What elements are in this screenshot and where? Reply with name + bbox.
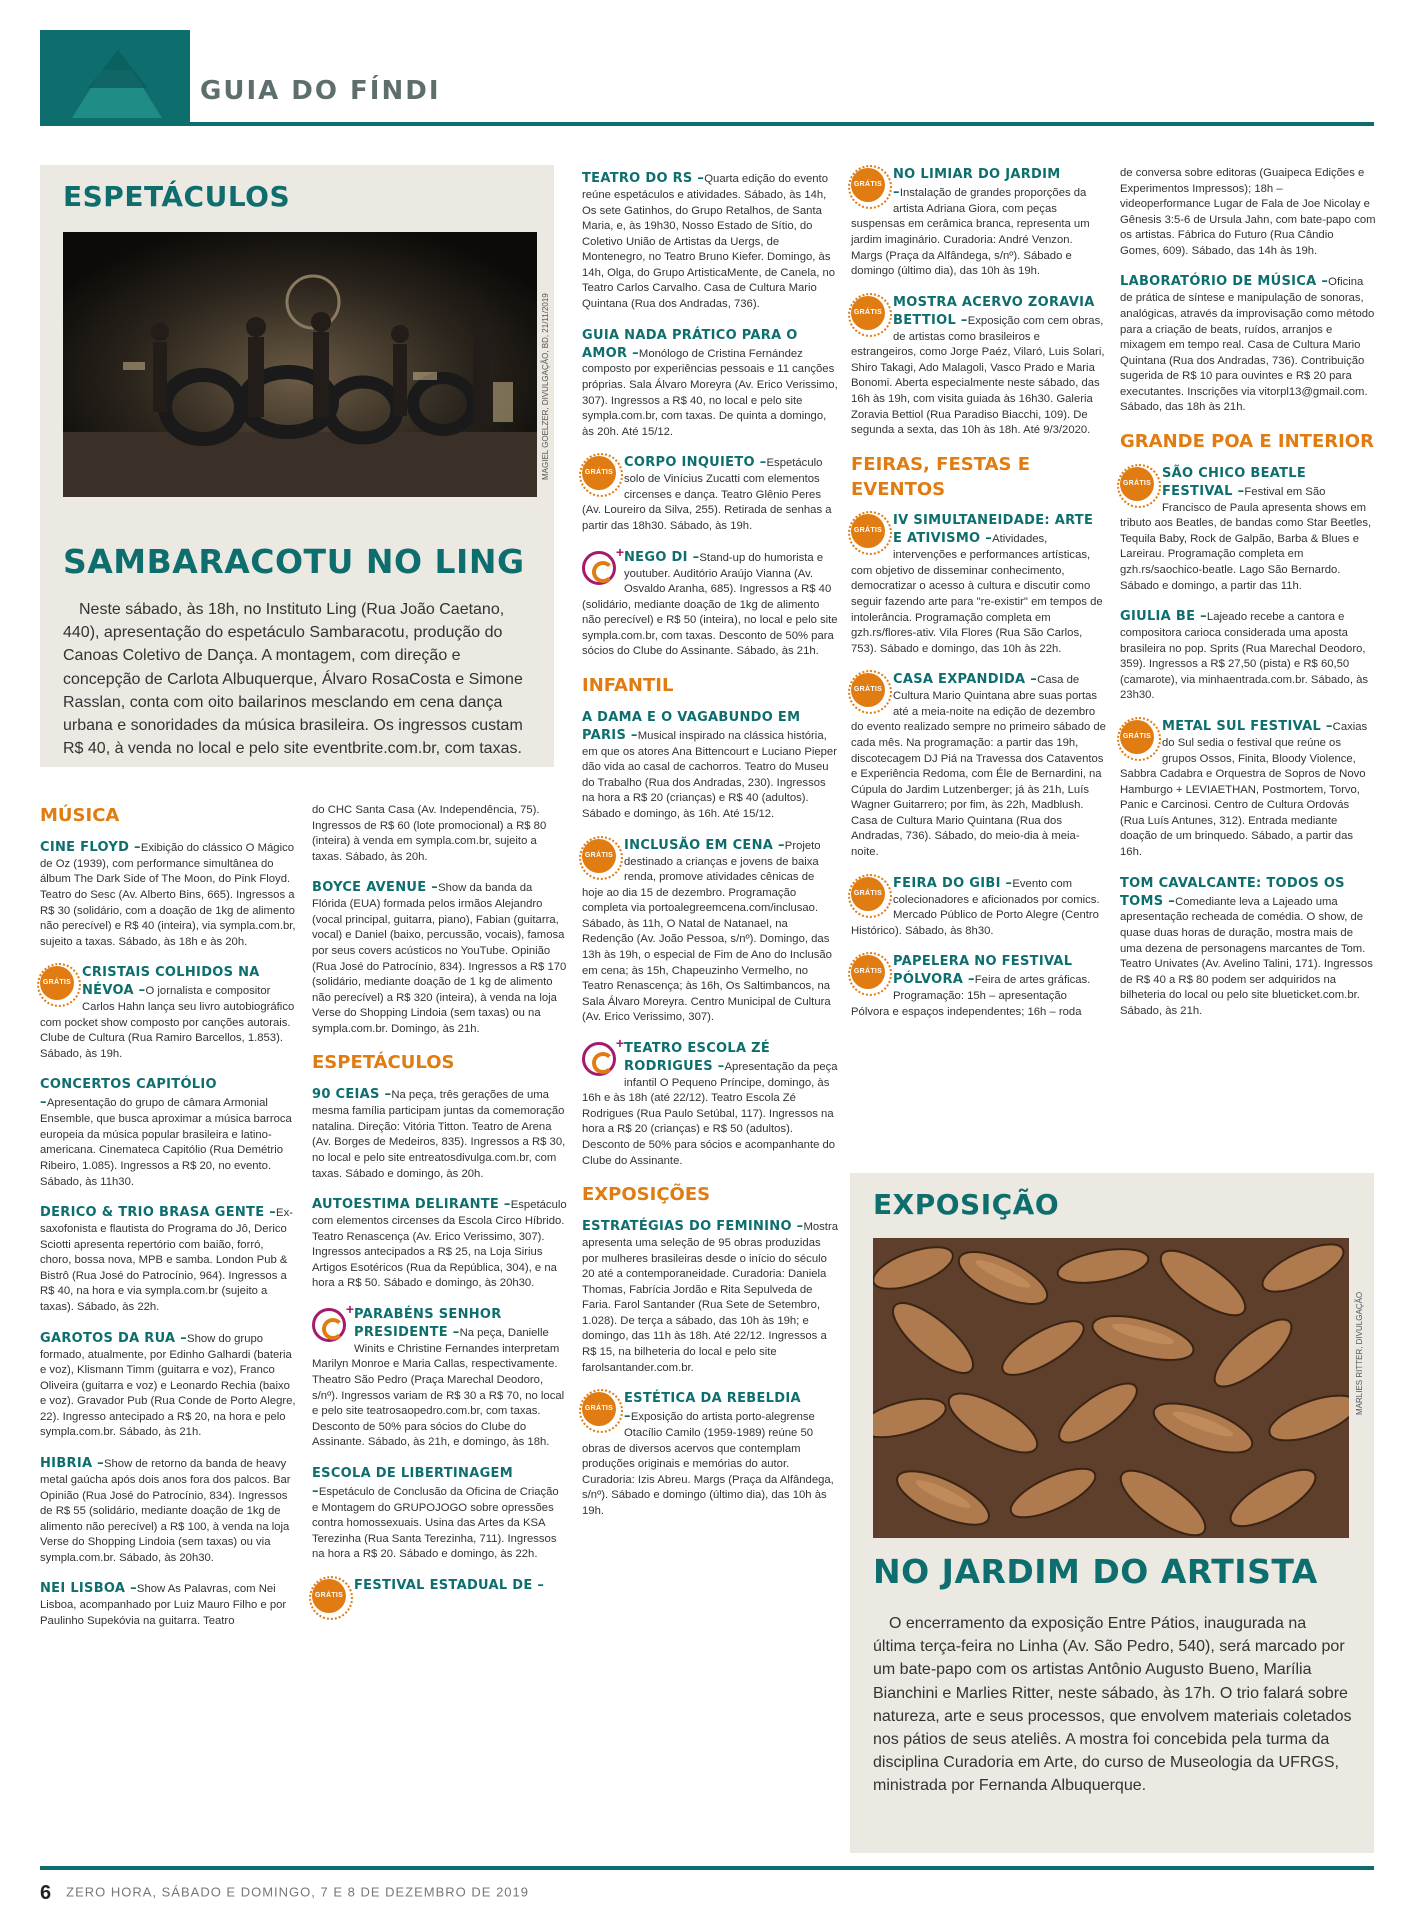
listing-item [582, 1218, 838, 1376]
listing-title: PAPELERA NO FESTIVAL PÓLVORA – [893, 954, 1072, 987]
gratis-badge-icon [582, 456, 618, 492]
gratis-label: GRÁTIS [851, 877, 885, 911]
listing-text: de conversa sobre editoras (Guaipeca Edições e Experimentos Impressos); 18h – videoperformance Lugar de Fala de Joe Nicolay e Gênesis 3:5-6 de Ursula Jahn, com bate-papo com os artistas. Fábrica do Futuro (Rua Cândio Gomes, 609). Sábado, das 14h às 19h. [1120, 167, 1376, 257]
listing-item [40, 1076, 296, 1190]
listing-item [1120, 718, 1376, 861]
listing-text: Espetáculo de Conclusão da Oficina de Criação e Montagem do GRUPOJOGO sobre opressões contra homossexuais. Usina das Artes da KSA Terezinha (Rua Santa Terezinha, 711). Ingressos na hora a R$ 20. Sábado e domingo, às 22h. [312, 1485, 559, 1561]
listing-text: Oficina de prática de síntese e manipulação de sonoras, analógicas, através da improvisação como método para a criação de beats, ruídos, arranjos e mixagem em tempo real. Casa de Cultura Mario Quintana (Rua dos Andradas, 736). Contribuição sugerida de R$ 10 para ouvintes e R$ 20 para executantes. Inscrições via vitorpl13@gmail.com. Sábado, das 18h às 21h. [1120, 276, 1375, 414]
column-teatro-infantil-exposicoes [582, 170, 838, 1534]
top-rule [40, 122, 1374, 126]
gratis-badge-icon [851, 877, 887, 913]
listing-title: AUTOESTIMA DELIRANTE – [312, 1197, 511, 1212]
listing-title: INCLUSÃO EM CENA – [624, 838, 785, 853]
listing-text: Show As Palavras, com Nei Lisboa, acompanhado por Luiz Mauro Filho e por Paulinho Supekóvia na guitarra. Teatro [40, 1583, 287, 1627]
gratis-badge-icon [312, 1579, 348, 1615]
listing-text: Na peça, três gerações de uma mesma família participam juntas da comemoração natalina. Direção: Vitória Titton. Teatro de Arena (Av. Borges de Medeiros, 835). Ingressos a R$ 30, no local e pelo site entreatosdivulga.com.br, com taxas. Sábado e domingo, às 20h. [312, 1089, 566, 1180]
listing-item [851, 166, 1107, 280]
listing-title: IV SIMULTANEIDADE: ARTE E ATIVISMO – [893, 513, 1093, 546]
listing-title: GUIA NADA PRÁTICO PARA O AMOR – [582, 328, 798, 361]
gratis-label: GRÁTIS [582, 839, 616, 873]
feature-title: SAMBARACOTU NO LING [63, 542, 525, 581]
gratis-badge-icon [851, 296, 887, 332]
column-musica [40, 790, 296, 1644]
listing-item [582, 170, 838, 313]
listing-item [582, 1390, 838, 1519]
listing-title: TOM CAVALCANTE: TODOS OS TOMS – [1120, 876, 1345, 909]
listing-text: Show de retorno da banda de heavy metal gaúcha após dois anos fora dos palcos. Bar Opinião (Rua José do Patrocínio, 834). Ingressos de R$ 55 (solidário, mediante doação de 1kg de alimento não perecível) a R$ 100, à venda na loja Verse do Shopping Lindoia (sem taxas) ou via sympla.com.br. Sábado, às 20h30. [40, 1458, 291, 1564]
gratis-label: GRÁTIS [851, 168, 885, 202]
feature-section-heading: ESPETÁCULOS [63, 180, 291, 213]
listing-text: Show da banda da Flórida (EUA) formada pelos irmãos Alejandro (vocal principal, guitarra, piano), Fabian (guitarra, vocal) e Daniel (baixo, percussão, vocais), famosa por seus covers acústicos no YouTube. Opinião (Rua José do Patrocínio, 834). Ingressos a R$ 170 (solidário, mediante doação de 1 kg de alimento não perecível) a R$ 320 (inteira), à venda na loja Verse do Shopping Lindoia (sem taxas) ou na sympla.com.br. Domingo, às 21h. [312, 882, 567, 1035]
listing-title: CORPO INQUIETO – [624, 455, 767, 470]
listing-text: do CHC Santa Casa (Av. Independência, 75). Ingressos de R$ 60 (lote promocional) a R$ 80 (inteira) à venda em sympla.com.br, sujeito a taxas. Sábado, às 20h. [312, 804, 547, 863]
gratis-label: GRÁTIS [1120, 720, 1154, 754]
section-heading-musica: MÚSICA [40, 805, 120, 826]
gratis-label: GRÁTIS [312, 1579, 346, 1613]
listing-text: Atividades, intervenções e performances artísticas, com objetivo de disseminar conhecimento, democratizar o acesso à cultura e discutir como seguir fazendo arte para "re-existir" em tempos de intolerância. Programação completa em gzh.rs/flores-ativ. Vila Flores (Rua São Carlos, 753). Sábado e domingo, das 10h às 22h. [851, 533, 1103, 655]
listing-title: CASA EXPANDIDA – [893, 672, 1037, 687]
listing-title: A DAMA E O VAGABUNDO EM PARIS – [582, 710, 800, 743]
gratis-label: GRÁTIS [1120, 467, 1154, 501]
gratis-label: GRÁTIS [40, 966, 74, 1000]
listing-item [40, 1330, 296, 1441]
listing-text: Festival em São Francisco de Paula apresenta shows em tributo aos Beatles, de bandas como Star Beetles, Tequila Baby, Rock de Galpão, Barba & Blues e Lareirau. Programação completa em gzh.rs/saochico-beatle. Lago São Bernardo. Sábado e domingo, a partir das 11h. [1120, 485, 1372, 592]
feature-text-2: O encerramento da exposição Entre Pátios, inaugurada na última terça-feira no Linha (Av. São Pedro, 540), será marcado por um bate-papo com os artistas Antônio Augusto Bueno, Marília Bianchini e Marlies Ritter, neste sábado, às 17h. O trio falará sobre natureza, arte e seus processos, que envolvem materiais coletados nos pátios de seus ateliês. A mostra foi concebida pela turma da disciplina Curadoria em Arte, do curso de Museologia da UFRGS, ministrada por Fernanda Albuquerque. [873, 1615, 1352, 1795]
listing-item [312, 1086, 568, 1182]
listing-item [582, 454, 838, 534]
listing-item [1120, 465, 1376, 594]
listing-title: NEI LISBOA – [40, 1581, 137, 1596]
listing-item [312, 879, 568, 1037]
listing-text: Caxias do Sul sedia o festival que reúne os grupos Ossos, Finita, Bloody Violence, Sabbra Cadabra e Orquestra de Sopros de Novo Hamburgo + LEVIAETHAN, Postmortem, Torvo, Panic e Carcinosi. Centro de Cultura Ordovás (Rua Luís Antunes, 312). Entrada mediante doação de um brinquedo. Sábado, a partir das 16h. [1120, 721, 1368, 859]
listing-title: NEGO DI – [624, 550, 699, 565]
listing-title: FESTIVAL ESTADUAL DE – [354, 1578, 544, 1593]
gratis-badge-icon [1120, 720, 1156, 756]
photo-credit-2: MARLIES RITTER, DIVULGAÇÃO [1355, 1291, 1364, 1415]
section-heading-exposicoes: EXPOSIÇÕES [582, 1184, 711, 1206]
listing-item [582, 1034, 838, 1169]
feature-title-2: NO JARDIM DO ARTISTA [873, 1552, 1318, 1591]
gratis-label: GRÁTIS [851, 514, 885, 548]
listing-text: O jornalista e compositor Carlos Hahn lança seu livro autobiográfico com pocket show composto por canções autorais. Clube de Cultura (Rua Ramiro Barcellos, 1.853). Sábado, às 19h. [40, 985, 295, 1060]
listing-item [582, 543, 838, 660]
listing-item [1120, 608, 1376, 704]
gratis-label: GRÁTIS [851, 296, 885, 330]
listing-title: TEATRO ESCOLA ZÉ RODRIGUES – [624, 1041, 770, 1074]
listing-text: Exposição com cem obras, de artistas como brasileiros e estrangeiros, como Jorge Paéz, Vilaró, Luis Solari, Shiro Takagi, Ado Malagoli, Vasco Prado e Maria Bonomi. Aberta especialmente neste sábado, das 16h às 19h, com visita guiada às 16h30. Galeria Zoravia Bettiol (Rua Paradiso Biacchi, 109). De segunda a sexta, das 10h às 18h. Até 9/3/2020. [851, 314, 1105, 437]
bottom-rule [40, 1866, 1374, 1870]
listing-title: GIULIA BE – [1120, 609, 1207, 624]
section-logo [40, 30, 190, 124]
gratis-label: GRÁTIS [851, 955, 885, 989]
listing-item [40, 964, 296, 1062]
listing-item [312, 1577, 568, 1600]
column-espetaculos [312, 803, 568, 1617]
clube-assinante-icon: + [312, 1308, 348, 1344]
listing-item [582, 327, 838, 441]
listing-item [40, 1580, 296, 1629]
page-footer [40, 1880, 529, 1907]
clube-assinante-icon: + [582, 1042, 618, 1078]
listing-text: Ex-saxofonista e flautista do Programa do Jô, Derico Sciotti apresenta repertório com baião, forró, choro, bossa nova, MPB e samba. London Pub & Bistrô (Rua José do Patrocínio, 964). Ingressos a R$ 40, na hora e via sympla.com.br (sujeito a taxas). Sábado, às 22h. [40, 1207, 293, 1314]
listing-text: Casa de Cultura Mario Quintana abre suas portas até a meia-noite na edição de dezembro do evento realizado sempre no primeiro sábado de cada mês. Na programação: a partir das 19h, discotecagem DJ Piá na Travessa dos Cataventos e Experiência Redoma, com Éle de Bernardini, na Cúpula do Jardim Lutzenberger; já às 21h, Luís Wagner Guitarrero; por fim, às 22h, Madblush. Casa de Cultura Mario Quintana (Rua dos Andradas, 736). Sábado, do meio-dia à meia-noite. [851, 674, 1106, 858]
listing-text: Na peça, Danielle Winits e Christine Fernandes interpretam Marilyn Monroe e Maria Callas, respectivamente. Theatro São Pedro (Praça Marechal Deodoro, s/nº). Ingressos variam de R$ 30 a R$ 70, no local e pelo site teatrosaopedro.com.br, com taxas. Desconto de 50% para sócios do Clube do Assinante. Sábado, às 21h, e domingo, às 18h. [312, 1326, 565, 1449]
page-number: 6 [40, 1882, 53, 1904]
listing-title: CINE FLOYD – [40, 840, 141, 855]
listing-item [582, 709, 838, 823]
section-heading-grande-poa: GRANDE POA E INTERIOR [1120, 431, 1374, 453]
listing-text: Exibição do clássico O Mágico de Oz (1939), com performance simultânea do álbum The Dark Side of The Moon, do Pink Floyd. Teatro do Sesc (Av. Alberto Bins, 665). Ingressos a R$ 30 (solidário, com a doação de 1kg de alimento não perecível) e R$ 40 (inteira), via sympla.com.br, sujeito a taxas. Sábado, às 18h e às 20h. [40, 841, 296, 948]
listing-title: BOYCE AVENUE – [312, 880, 438, 895]
listing-item [312, 1465, 568, 1563]
listing-text: Comediante leva a Lajeado uma apresentação recheada de comédia. O show, de quase duas horas de duração, mostra mais de uma dezena de personagens marcantes de Tom. Teatro Univates (Av. Avelino Talini, 171). Ingressos de R$ 40 a R$ 80 podem ser adquiridos na bilheteria do local ou pelo site blueticket.com.br. Sábado, às 21h. [1120, 895, 1373, 1017]
listing-title: 90 CEIAS – [312, 1087, 391, 1102]
listing-title: METAL SUL FESTIVAL – [1162, 719, 1333, 734]
listing-title: FEIRA DO GIBI – [893, 876, 1012, 891]
listing-title: SÃO CHICO BEATLE FESTIVAL – [1162, 466, 1306, 499]
listing-title: ESTRATÉGIAS DO FEMININO – [582, 1219, 803, 1234]
gratis-label: GRÁTIS [851, 673, 885, 707]
section-title: GUIA DO FÍNDI [200, 76, 441, 106]
listing-title: DERICO & TRIO BRASA GENTE – [40, 1205, 276, 1220]
listing-text: Evento com colecionadores e aficionados por comics. Mercado Público de Porto Alegre (Centro Histórico). Sábado, às 8h30. [851, 877, 1100, 937]
feature-text: Neste sábado, às 18h, no Instituto Ling (Rua João Caetano, 440), apresentação do espetáculo Sambaracotu, produção do Canoas Coletivo de Dança. A montagem, com direção e concepção de Carlota Albuquerque, Álvaro RosaCosta e Simone Rasslan, conta com oito bailarinos mesclando em cena dança urbana e sonoridades da música brasileira. Os ingressos custam R$ 40, à venda no local e pelo site eventbrite.com.br, com taxas. [63, 601, 523, 758]
gratis-badge-icon [851, 514, 887, 550]
listing-text: Lajeado recebe a cantora e compositora carioca considerada uma aposta brasileira no pop. Sprits (Rua Marechal Deodoro, 359). Ingressos a R$ 27,50 (pista) e R$ 60,50 (camarote), via minhaentrada.com.br. Sábado, às 23h30. [1120, 611, 1369, 702]
listing-text: Show do grupo formado, atualmente, por Edinho Galhardi (bateria e voz), Klismann Timm (guitarra e voz), Franco Oliveira (guitarra e voz) e Leonardo Rechia (baixo e voz). Gravador Pub (Rua Conde de Porto Alegre, 22). Ingresso antecipado a R$ 20, na hora e pelo sympla.com.br. Sábado, às 21h. [40, 1332, 296, 1439]
feature-section-heading-2: EXPOSIÇÃO [873, 1188, 1060, 1221]
listing-item [1120, 875, 1376, 1020]
listing-item [851, 294, 1107, 439]
listing-item [312, 1196, 568, 1292]
listing-text: Apresentação do grupo de câmara Armonial Ensemble, que busca aproximar a música barroca europeia da música popular brasileira e latino-americana. Cinemateca Capitólio (Rua Demétrio Ribeiro, 1.085). Ingressos a R$ 20, no evento. Sábado, às 11h30. [40, 1097, 292, 1188]
gratis-label: GRÁTIS [582, 1392, 616, 1426]
listing-title: MOSTRA ACERVO ZORAVIA BETTIOL – [893, 295, 1095, 328]
listing-item [40, 1455, 296, 1566]
listing-item [851, 671, 1107, 860]
clube-assinante-icon: + [582, 551, 618, 587]
gratis-label: GRÁTIS [582, 456, 616, 490]
section-heading-espetaculos: ESPETÁCULOS [312, 1052, 455, 1074]
listing-text: Feira de artes gráficas. Programação: 15h – apresentação Pólvora e espaços independentes; 16h – roda [851, 974, 1091, 1018]
listing-text: Exposição do artista porto-alegrense Otacílio Camilo (1959-1989) reúne 50 obras de diversos acervos que contemplam produções originais e memórias do autor. Curadoria: Izis Abreu. Margs (Praça da Alfândega, s/nº). Sábado e domingo (último dia), das 10h às 19h. [582, 1411, 834, 1517]
listing-item [312, 1300, 568, 1451]
column-grande-poa [1120, 166, 1376, 1034]
listing-text: Apresentação da peça infantil O Pequeno Príncipe, domingo, às 16h e às 18h (até 22/12). Teatro Escola Zé Rodrigues (Rua Paulo Setúbal, 117). Ingressos na hora a R$ 20 (crianças) e R$ 50 (adultos). Desconto de 50% para sócios e acompanhante do Clube do Assinante. [582, 1060, 838, 1167]
listing-text: Espetáculo com elementos circenses da Escola Circo Híbrido. Teatro Renascença (Av. Erico Verissimo, 307). Ingressos antecipados a R$ 25, na Loja Sirius Artigos Esotéricos (Rua da República, 304), e na hora a R$ 50. Sábado e domingo, às 20h30. [312, 1199, 567, 1290]
listing-item [851, 875, 1107, 940]
listing-title: CONCERTOS CAPITÓLIO – [40, 1077, 217, 1110]
photo-credit: MAGIEL GOELZER, DIVULGAÇÃO, BD, 21/11/2019 [541, 293, 550, 480]
listing-title: TEATRO DO RS – [582, 171, 704, 186]
listing-text: Monólogo de Cristina Fernández composto por experiências pessoais e 11 canções próprias. Sala Álvaro Moreyra (Av. Erico Verissimo, 307). Ingressos a R$ 40, no local e pelo site sympla.com.br, com taxas. De quinta a domingo, às 20h. Até 15/12. [582, 347, 838, 438]
listing-item [1120, 166, 1376, 259]
feature-photo-seeds [873, 1238, 1349, 1538]
listing-title: ESTÉTICA DA REBELDIA – [624, 1391, 801, 1424]
listing-item [40, 839, 296, 950]
listing-text: Mostra apresenta uma seleção de 95 obras produzidas por mulheres brasileiras desde o início do século 20 até a contemporaneidade. Curadoria: Daniela Thomas, Fabrícia Jordão e Rita Sepulveda de Faria. Farol Santander (Rua Sete de Setembro, 1.028). De terça a sábado, das 10h às 19h; e domingo, das 11h às 18h. Até 22/12. Ingressos a R$ 15, na bilheteria do local e pelo site farolsantander.com.br. [582, 1221, 838, 1374]
gratis-badge-icon [40, 966, 76, 1002]
feature-photo-sambaracotu [63, 232, 537, 497]
listing-title: GAROTOS DA RUA – [40, 1331, 187, 1346]
listing-item [1120, 273, 1376, 416]
listing-title: CRISTAIS COLHIDOS NA NÉVOA – [82, 965, 260, 998]
edition-line: ZERO HORA, SÁBADO E DOMINGO, 7 E 8 DE DEZEMBRO DE 2019 [66, 1884, 529, 1900]
listing-item [40, 1204, 296, 1315]
gratis-badge-icon [582, 839, 618, 875]
listing-title: NO LIMIAR DO JARDIM – [893, 167, 1061, 200]
gratis-badge-icon [851, 955, 887, 991]
gratis-badge-icon [851, 673, 887, 709]
gratis-badge-icon [851, 168, 887, 204]
listing-title: PARABÉNS SENHOR PRESIDENTE – [354, 1307, 502, 1340]
listing-title: ESCOLA DE LIBERTINAGEM – [312, 1466, 513, 1499]
section-heading-infantil: INFANTIL [582, 674, 674, 696]
listing-text: Musical inspirado na clássica história, em que os atores Ana Bittencourt e Luciano Pieper dão vida ao casal de cachorros. Teatro do Museu do Trabalho (Rua dos Andradas, 230). Ingressos na hora a R$ 20 (crianças) e R$ 40 (adultos). Sábado e domingo, às 16h. Até 15/12. [582, 729, 837, 820]
listing-text: Stand-up do humorista e youtuber. Auditório Araújo Vianna (Av. Osvaldo Aranha, 685). Ingressos a R$ 40 (solidário, mediante doação de 1kg de alimento não perecível) e R$ 50 (inteira), no local e pelo site sympla.com.br, com taxas. Desconto de 50% para sócios do Clube do Assinante. Sábado, às 21h. [582, 551, 838, 658]
listing-text: Quarta edição do evento reúne espetáculos e atividades. Sábado, às 14h, Os sete Gatinhos, do Grupo Retalhos, de Santa Maria, e, às 19h30, Nosso Estado de Sítio, do Coletivo União de Artistas da Uergs, de Montenegro, no Teatro Bruno Kiefer. Domingo, às 14h, Olga, do Grupo ArtisticaMente, de Canela, no Teatro Carlos Carvalho. Casa de Cultura Mario Quintana (Rua dos Andradas, 736). [582, 173, 836, 310]
gratis-badge-icon [582, 1392, 618, 1428]
listing-item [851, 512, 1107, 657]
listing-text: Espetáculo solo de Vinícius Zucatti com elementos circenses e dança. Teatro Glênio Peres (Av. Loureiro da Silva, 255). Retirada de senhas a partir das 18h30. Sábado, às 19h. [582, 457, 832, 532]
listing-item [851, 953, 1107, 1020]
listing-title: HIBRIA – [40, 1456, 104, 1471]
listing-text: Instalação de grandes proporções da artista Adriana Giora, com peças suspensas em cerâmica branca, representa um jardim imaginário. Curadoria: André Venzon. Margs (Praça da Alfândega, s/nº). Sábado e domingo (último dia), das 10h às 19h. [851, 186, 1090, 278]
column-exposicoes-feiras [851, 166, 1107, 1034]
listing-title: LABORATÓRIO DE MÚSICA – [1120, 274, 1328, 289]
section-heading-feiras: FEIRAS, FESTAS E EVENTOS [851, 453, 1031, 500]
gratis-badge-icon [1120, 467, 1156, 503]
listing-item [582, 837, 838, 1026]
listing-text: Projeto destinado a crianças e jovens de baixa renda, promove atividades cênicas de hoje ao dia 15 de dezembro. Programação completa via portoalegreemcena.com/inclusao. Sábado, às 11h, O Natal de Natanael, na Redenção (Av. João Pessoa, s/nº). Domingo, das 13h às 19h, o especial de Fim de Ano do Inclusão em cena; às 15h, Chapeuzinho Vermelho, no Teatro Renascença; às 16h, Os Saltimbancos, na Sala Álvaro Moreyra. Centro Municipal de Cultura (Av. Erico Verissimo, 307). [582, 839, 832, 1024]
listing-item [312, 803, 568, 865]
